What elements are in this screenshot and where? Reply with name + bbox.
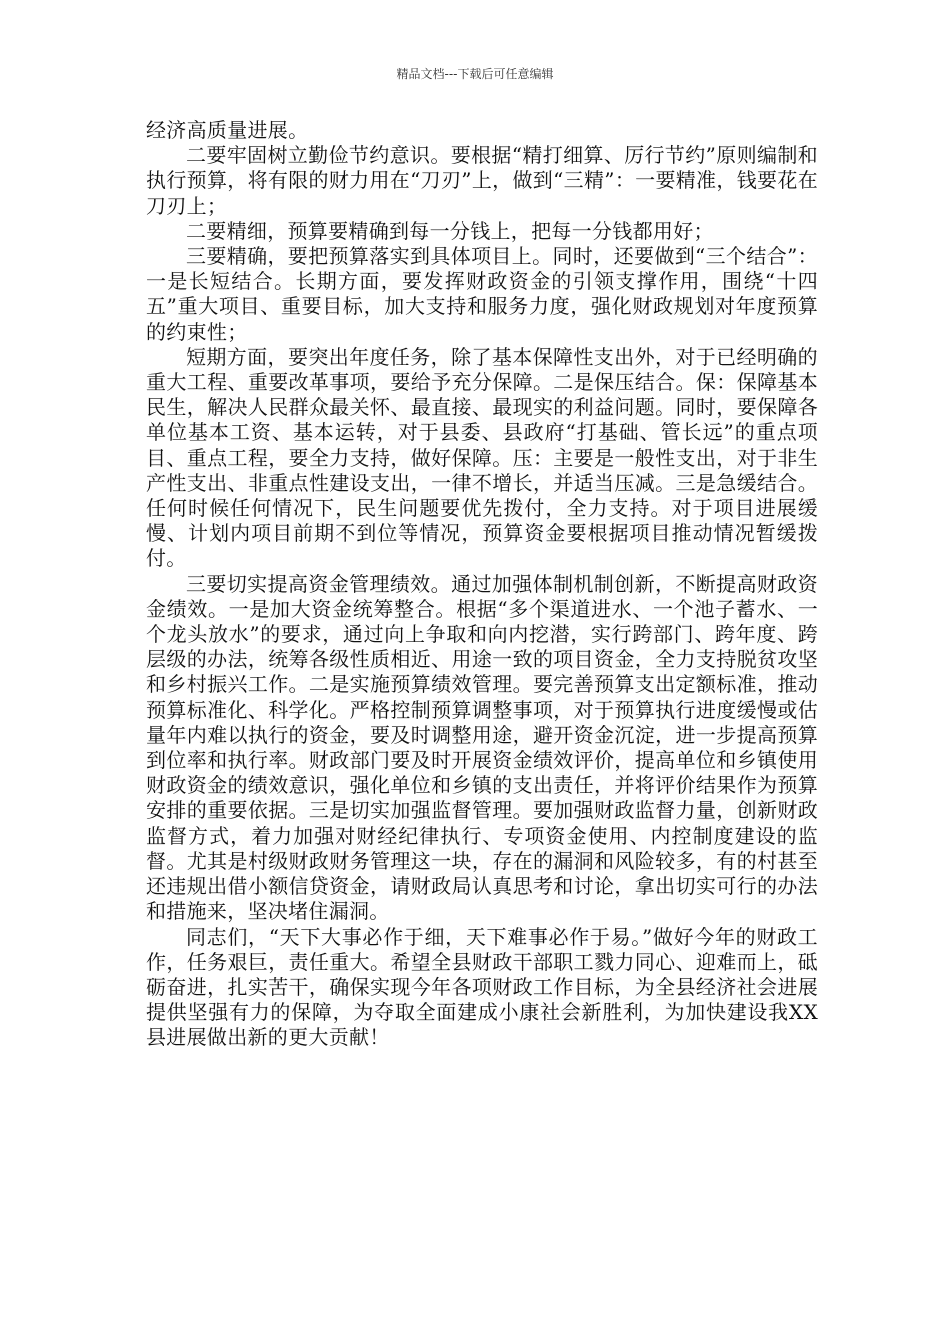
paragraph-continuation: 经济高质量进展。 — [146, 118, 309, 142]
paragraph-frugality: 二要牢固树立勤俭节约意识。要根据“精打细算、厉行节约”原则编制和执行预算，将有限的财力用在“刀刃”上，做到“三精”：一要精准，钱要花在刀刃上； — [146, 143, 818, 218]
paragraph-three-combinations: 三要精确，要把预算落实到具体项目上。同时，还要做到“三个结合”：一是长短结合。长期方面，要发挥财政资金的引领支撑作用，围绕“十四五”重大项目、重要目标，加大支持和服务力度，强化财政规划对年度预算的约束性； — [146, 244, 818, 344]
paragraph-precision: 二要精细，预算要精确到每一分钱上，把每一分钱都用好； — [186, 218, 714, 243]
document-body — [146, 118, 818, 1051]
paragraph-fund-management: 三要切实提高资金管理绩效。通过加强体制机制创新，不断提高财政资金绩效。一是加大资金统筹整合。根据“多个渠道进水、一个池子蓄水、一个龙头放水”的要求，通过向上争取和向内挖潜，实行跨部门、跨年度、跨层级的办法，统筹各级性质相近、用途一致的项目资金，全力支持脱贫攻坚和乡村振兴工作。二是实施预算绩效管理。要完善预算支出定额标准，推动预算标准化、科学化。严格控制预算调整事项，对于预算执行进度缓慢或估量年内难以执行的资金，要及时调整用途，避开资金沉淀，进一步提高预算到位率和执行率。财政部门要及时开展资金绩效评价，提高单位和乡镇使用财政资金的绩效意识，强化单位和乡镇的支出责任，并将评价结果作为预算安排的重要依据。三是切实加强监督管理。要加强财政监督力量，创新财政监督方式，着力加强对财经纪律执行、专项资金使用、内控制度建设的监督。尤其是村级财政财务管理这一块，存在的漏洞和风险较多，有的村甚至还违规出借小额信贷资金，请财政局认真思考和讨论，拿出切实可行的办法和措施来，坚决堵住漏洞。 — [146, 571, 818, 924]
paragraph-short-term: 短期方面，要突出年度任务，除了基本保障性支出外，对于已经明确的重大工程、重要改革事项，要给予充分保障。二是保压结合。保：保障基本民生，解决人民群众最关怀、最直接、最现实的利益问题。同时，要保障各单位基本工资、基本运转，对于县委、县政府“打基础、管长远”的重点项目、重点工程，要全力支持，做好保障。压：主要是一般性支出，对于非生产性支出、非重点性建设支出，一律不增长，并适当压减。三是急缓结合。任何时候任何情况下，民生问题要优先拨付，全力支持。对于项目进展缓慢、计划内项目前期不到位等情况，预算资金要根据项目推动情况暂缓拨付。 — [146, 344, 818, 571]
page-header: 精品文档---下载后可任意编辑 — [396, 67, 554, 81]
paragraph-closing: 同志们，“天下大事必作于细，天下难事必作于易。”做好今年的财政工作，任务艰巨，责任重大。希望全县财政干部职工戮力同心、迎难而上，砥砺奋进，扎实苦干，确保实现今年各项财政工作目标，为全县经济社会进展提供坚强有力的保障，为夺取全面建成小康社会新胜利，为加快建设我XX县进展做出新的更大贡献！ — [146, 924, 818, 1050]
